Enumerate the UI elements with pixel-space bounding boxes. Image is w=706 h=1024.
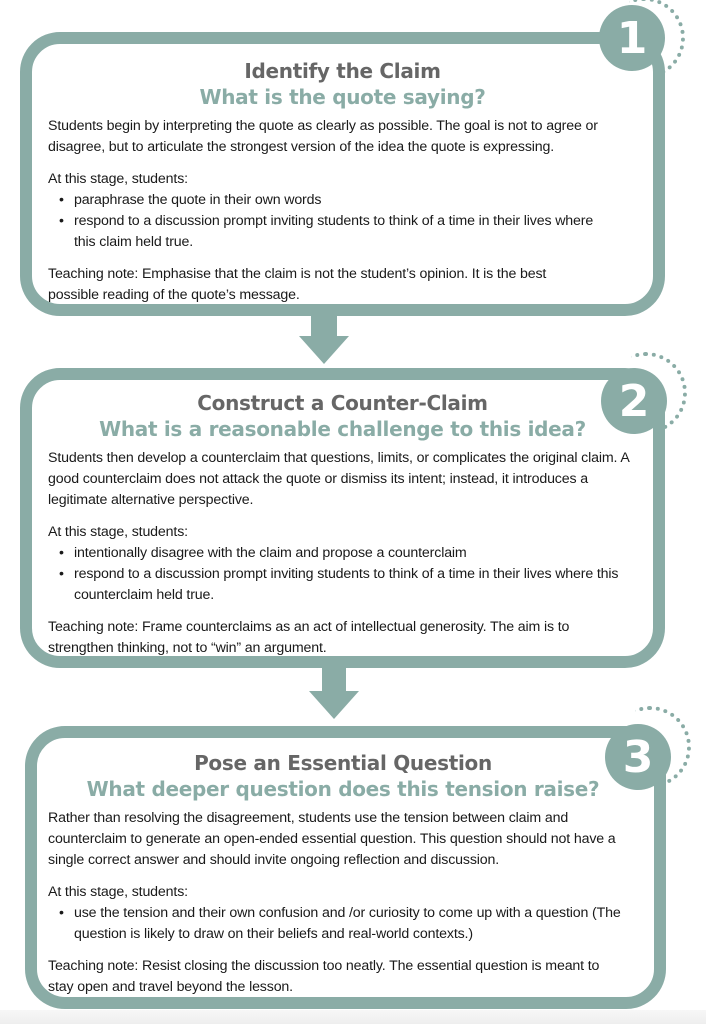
step-card-2 [20, 368, 665, 668]
step-title: Pose an Essential Question [194, 751, 492, 775]
bullet-list [48, 543, 637, 606]
step-title: Construct a Counter-Claim [197, 391, 488, 415]
step-intro: Students then develop a counterclaim that questions, limits, or complicates the original claim. A good counterclaim does not attack the quote or dismiss its intent; instead, it introduces a legitimate alternative perspective. [48, 450, 629, 508]
list-item: • respond to a discussion prompt inviting students to think of a time in their lives where this counterclaim held true. [74, 564, 637, 606]
teaching-note: Teaching note: Emphasise that the claim is not the student’s opinion. It is the best possible reading of the quote’s message. [48, 266, 547, 303]
step-subtitle: What is the quote saying? [199, 85, 486, 109]
list-item: • respond to a discussion prompt inviting students to think of a time in their lives where this claim held true. [74, 211, 597, 253]
step-card-1 [20, 32, 665, 316]
step-card-3 [25, 726, 666, 1009]
teaching-note: Teaching note: Resist closing the discussion too neatly. The essential question is meant to stay open and travel beyond the lesson. [48, 958, 600, 995]
step-title: Identify the Claim [244, 59, 441, 83]
step-intro: Rather than resolving the disagreement, students use the tension between claim and counterclaim to generate an open-ended essential question. This question should not have a single correct answer and should invite ongoing reflection and discussion. [48, 810, 616, 868]
bullet-list [48, 190, 637, 253]
teaching-note: Teaching note: Frame counterclaims as an act of intellectual generosity. The aim is to strengthen thinking, not to “win” an argument. [48, 619, 570, 656]
list-item: • use the tension and their own confusion and /or curiosity to come up with a question (The question is likely to draw on their beliefs and real-world contexts.) [74, 903, 634, 945]
step-number-badge-1: 1 [599, 5, 665, 71]
stage-label: At this stage, students: [48, 884, 188, 900]
stage-label: At this stage, students: [48, 524, 188, 540]
bullet-list [48, 903, 638, 945]
step-number-badge-2: 2 [601, 368, 667, 434]
stage-label: At this stage, students: [48, 171, 188, 187]
step-subtitle: What is a reasonable challenge to this idea? [99, 417, 586, 441]
list-item: • intentionally disagree with the claim and propose a counterclaim [74, 543, 637, 564]
list-item: • paraphrase the quote in their own words [74, 190, 597, 211]
step-intro: Students begin by interpreting the quote as clearly as possible. The goal is not to agree or disagree, but to articulate the strongest version of the idea the quote is expressing. [48, 118, 598, 155]
page-bottom-edge [0, 1010, 706, 1024]
step-subtitle: What deeper question does this tension raise? [86, 777, 600, 801]
step-number-badge-3: 3 [605, 724, 671, 790]
